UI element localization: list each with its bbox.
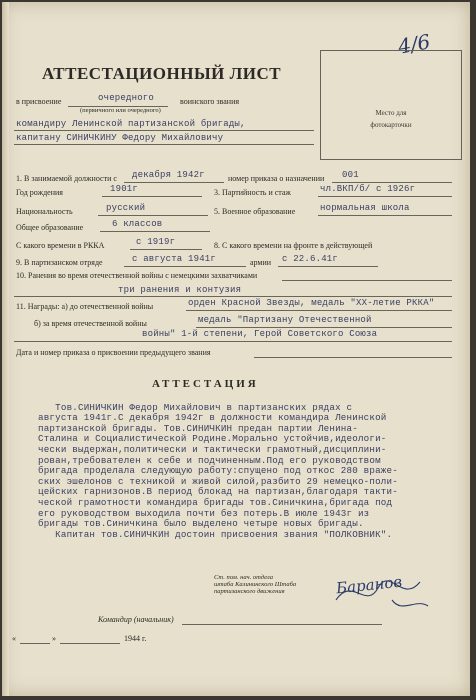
order-date-line [254,357,452,358]
nation-value: русский [106,203,146,213]
mil-edu-value: нормальная школа [320,203,410,213]
mil-edu-label: 5. Военное образование [214,207,296,216]
partisan-label: 9. В партизанском отряде [16,258,103,267]
front-label: 8. С какого времени на фронте в действующей [214,241,373,250]
rank-value: очередного [98,93,155,103]
rank-line-2: капитану СИНИЧКИНУ Федору Михайловичу [16,133,224,143]
photo-label-2: фотокарточки [370,121,412,129]
date-close: » [52,634,56,643]
order-line [332,182,452,183]
footer-year: 1944 г. [124,634,147,643]
partisan-line [124,266,246,267]
rank-suffix: воинского звания [180,97,240,106]
binding-edge [2,2,9,696]
rank-line-1: командиру Ленинской партизанской бригады, [16,119,246,129]
wounds-line-2 [14,296,452,297]
army-label: армии [250,258,272,267]
awards-b-line-1 [196,327,452,328]
order-value: 001 [342,170,359,180]
attestation-line: ческой грамотности командира бригады тов.Синичкина,бригада под [38,496,393,508]
photo-placeholder [320,50,462,160]
attestation-sheet [2,2,470,696]
attestation-line: бригады тов.Синичкина было выделено четыре новых бригады. [38,518,364,530]
signature-name: Баранов [335,572,403,598]
rkka-line [130,249,202,250]
attestation-line: цейских гарнизонов.В период блокад на партизан,благодаря такти- [38,486,398,498]
position-label: 1. В занимаемой должности с [16,174,117,183]
order-date-label: Дата и номер приказа о присвоении предыдущего звания [16,348,211,357]
awards-b-label: б) за время отечественной войны [34,319,147,328]
document-title: АТТЕСТАЦИОННЫЙ ЛИСТ [42,64,282,83]
nation-line [98,215,208,216]
rank-underline-2 [14,144,314,145]
attestation-line: Сталина и Социалистической Родине.Морально устойчив,идеологи- [38,433,387,445]
party-label: 3. Партийность и стаж [214,188,291,197]
attestation-line: ских эшелонов с техникой и живой силой,разбито 29 немецко-поли- [38,475,398,487]
birth-line [102,196,202,197]
date-month-line [60,643,120,644]
attestation-line: его руководством выходила почти без потерь.В июле 1943г из [38,507,370,519]
date-open: « [12,634,16,643]
partisan-value: с августа 1941г [132,254,217,264]
birth-label: Год рождения [16,188,63,197]
attestation-line: рован,требователен к себе и подчиненным.Под его руководством [38,454,381,466]
attestation-line: бригада проделала следующую работу:спущено под откос 280 враже- [38,465,398,477]
party-line [318,196,452,197]
awards-line [186,310,452,311]
gen-edu-line [100,231,210,232]
awards-label: 11. Награды: а) до отечественной войны [16,302,154,311]
awards-b-value-1: медаль "Партизану Отечественной [198,315,372,325]
commander-label: Командир (начальник) [98,615,174,624]
date-day-line [20,643,50,644]
awards-value: орден Красной Звезды, медаль "XX-летие РККА" [188,298,435,308]
attestation-line: партизанской бригады. Тов.СИНИЧКИН предан партии Ленина- [38,422,358,434]
army-line [278,266,378,267]
attestation-heading: АТТЕСТАЦИЯ [152,378,259,390]
nation-label: Национальность [16,207,73,216]
position-line [124,182,224,183]
position-value: декабря 1942г [132,170,205,180]
wounds-value: три ранения и контузия [118,285,242,295]
army-value: с 22.6.41г [282,254,339,264]
signature-title-1: Ст. пом. нач. отдела [214,574,274,581]
rank-underline-1 [14,130,314,131]
rank-hint: (первичного или очередного) [80,107,161,114]
attestation-line: августа 1941г.С декабря 1942г в должности командира Ленинской [38,412,387,424]
signature-scribble [332,570,432,616]
mil-edu-line [318,215,452,216]
gen-edu-value: 6 классов [112,219,163,229]
awards-b-line-2 [14,341,452,342]
rkka-label: С какого времени в РККА [16,241,105,250]
signature-title-3: партизанского движения [214,588,285,595]
order-label: номер приказа о назначении [228,174,325,183]
party-value: чл.ВКП/б/ с 1926г [320,184,416,194]
corner-mark: 4/6 [396,29,433,59]
wounds-label: 10. Ранения во время отечественной войны с немецкими захватчиками [16,271,258,280]
attestation-line: Тов.СИНИЧКИН Федор Михайлович в партизанских рядах с [38,401,353,413]
birth-value: 1901г [110,184,139,194]
photo-label-1: Место для [375,109,407,117]
rank-prefix: в присвоение [16,97,62,106]
commander-line [182,624,382,625]
attestation-body [38,392,448,551]
rkka-value: с 1919г [136,237,176,247]
awards-b-value-2: войны" 1-й степени, Герой Советского Союза [142,329,378,339]
gen-edu-label: Общее образование [16,223,84,232]
signature-title-2: штаба Калининского Штаба [214,581,297,588]
attestation-line: чески выдержан,политически и тактически грамотный,дисциплини- [38,443,387,455]
wounds-line-1 [282,280,452,281]
attestation-line: Капитан тов.СИНИЧКИН достоин присвоения звания "ПОЛКОВНИК". [38,528,393,540]
